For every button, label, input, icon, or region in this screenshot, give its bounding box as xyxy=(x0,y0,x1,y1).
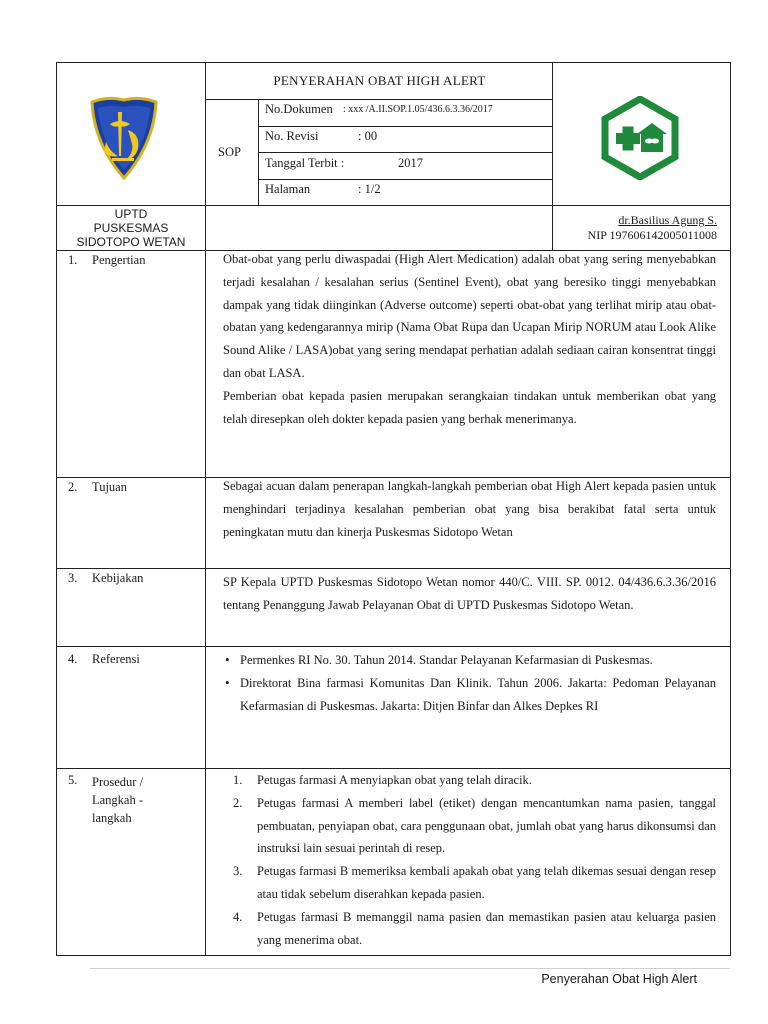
prosedur-label-line-3: langkah xyxy=(92,811,132,825)
section-label-pengertian: Pengertian xyxy=(92,253,146,267)
document-title: PENYERAHAN OBAT HIGH ALERT xyxy=(273,73,486,88)
tujuan-content xyxy=(223,475,716,543)
prosedur-step xyxy=(233,860,716,906)
step-text: Petugas farmasi A memberi label (etiket) dengan mencantumkan nama pasien, tanggal pembuatan, penyiapan obat, cara penggunaan obat, jumlah obat yang harus dikonsumsi dan instruksi lain sesuai perintah di resep. xyxy=(257,795,716,856)
no-revisi-row xyxy=(265,129,378,144)
step-number: 2. xyxy=(233,795,243,810)
no-revisi-value: : 00 xyxy=(358,129,378,143)
tanggal-terbit-row xyxy=(265,156,423,171)
halaman-label: Halaman xyxy=(265,182,311,196)
section-label-kebijakan: Kebijakan xyxy=(92,571,144,585)
pengertian-paragraph-1: Obat-obat yang perlu diwaspadai (High Alert Medication) adalah obat yang sering menyebabkan terjadi kesalahan / kesalahan serius (Sentinel Event), obat yang beresiko tinggi menyebabkan dampak yang tidak diinginkan (Adverse outcome) seperti obat-obat yang terlihat mirip atau obat-obatan yang kedengarannya mirip (Nama Obat Rupa dan Ucapan Mirip NORUM atau Look Alike Sound Alike / LASA)obat yang sering mendapat perhatian adalah sediaan cairan konsentrat tinggi dan obat LASA. xyxy=(223,252,716,380)
section-label-referensi: Referensi xyxy=(92,652,140,666)
tanggal-terbit-value: 2017 xyxy=(398,156,423,170)
section-number-referensi: 4. xyxy=(68,652,78,666)
kebijakan-content xyxy=(223,571,716,617)
referensi-item: • Direktorat Bina farmasi Komunitas Dan Klinik. Tahun 2006. Jakarta: Pedoman Pelayanan Kefarmasian di Puskesmas. Jakarta: Ditjen Binfar dan Alkes Depkes RI xyxy=(223,672,716,718)
pengertian-content xyxy=(223,248,716,430)
step-text: Petugas farmasi B memanggil nama pasien dan memastikan pasien atau keluarga pasien yang menerima obat. xyxy=(257,909,716,947)
prosedur-step xyxy=(233,769,716,792)
no-dokumen-row xyxy=(265,102,493,117)
org-line-puskesmas: PUSKESMAS xyxy=(93,221,169,235)
referensi-item: • Permenkes RI No. 30. Tahun 2014. Standar Pelayanan Kefarmasian di Puskesmas. xyxy=(223,649,716,672)
footer-divider xyxy=(90,968,730,969)
section-number-pengertian: 1. xyxy=(68,253,78,267)
section-label-prosedur xyxy=(92,773,143,827)
section-label-tujuan: Tujuan xyxy=(92,480,127,494)
halaman-row xyxy=(265,182,381,197)
step-text: Petugas farmasi B memeriksa kembali apakah obat yang telah dikemas sesuai dengan resep atau tidak sebelum diserahkan kepada pasien. xyxy=(257,864,716,901)
step-number: 1. xyxy=(233,773,243,787)
no-dokumen-value: : xxx /A.II.SOP.1.05/436.6.3.36/2017 xyxy=(343,104,493,115)
kebijakan-paragraph: SP Kepala UPTD Puskesmas Sidotopo Wetan nomor 440/C. VIII. SP. 0012. 04/436.6.3.36/2016 tentang Penanggung Jawab Pelayanan Obat di UPTD Puskesmas Sidotopo Wetan. xyxy=(223,575,716,612)
puskesmas-logo xyxy=(598,96,682,180)
city-crest-logo xyxy=(88,94,160,180)
prosedur-step xyxy=(233,906,716,952)
no-dokumen-label: No.Dokumen xyxy=(265,102,333,116)
prosedur-label-line-2: Langkah - xyxy=(92,793,144,807)
org-line-name: SIDOTOPO WETAN xyxy=(76,235,186,249)
signatory xyxy=(553,213,717,243)
step-number: 4. xyxy=(233,909,243,924)
puskesmas-logo-icon xyxy=(598,96,682,180)
referensi-list xyxy=(223,649,716,717)
prosedur-step xyxy=(233,792,716,860)
prosedur-label-line-1: Prosedur / xyxy=(92,775,144,789)
prosedur-steps xyxy=(233,769,716,951)
section-number-tujuan: 2. xyxy=(68,480,78,494)
pengertian-paragraph-2: Pemberian obat kepada pasien merupakan serangkaian tindakan untuk memberikan obat yang telah diresepkan oleh dokter kepada pasien yang berhak menerimanya. xyxy=(223,388,716,426)
signatory-nip: NIP 197606142005011008 xyxy=(587,228,717,242)
section-number-prosedur: 5. xyxy=(68,773,78,787)
halaman-value: : 1/2 xyxy=(358,182,381,196)
signatory-name: dr.Basilius Agung S. xyxy=(618,213,717,227)
no-revisi-label: No. Revisi xyxy=(265,129,319,143)
org-line-uptd: UPTD xyxy=(114,207,148,221)
sop-label: SOP xyxy=(218,145,241,159)
organization-name xyxy=(56,207,206,249)
city-crest-logo-icon xyxy=(88,94,160,180)
section-number-kebijakan: 3. xyxy=(68,571,78,585)
step-text: Petugas farmasi A menyiapkan obat yang telah diracik. xyxy=(257,773,532,787)
step-number: 3. xyxy=(233,864,243,879)
tanggal-terbit-label: Tanggal Terbit : xyxy=(265,156,345,170)
footer-text: Penyerahan Obat High Alert xyxy=(541,972,697,986)
tujuan-paragraph: Sebagai acuan dalam penerapan langkah-langkah pemberian obat High Alert kepada pasien untuk menghindari terjadinya kesalahan pemberian obat yang bisa berakibat fatal serta untuk peningkatan mutu dan kinerja Puskesmas Sidotopo Wetan xyxy=(223,479,716,539)
